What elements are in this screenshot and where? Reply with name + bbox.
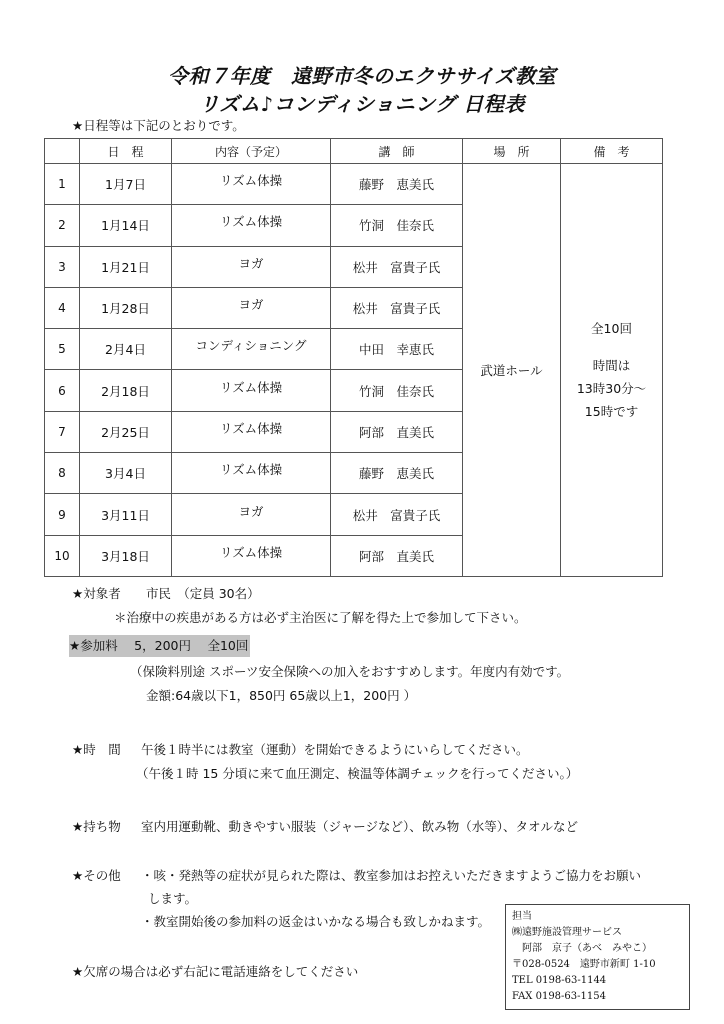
row-date: 3月4日 [80, 453, 172, 494]
header-date: 日 程 [80, 139, 172, 164]
row-number: 7 [45, 411, 80, 452]
other-line-3: ・教室開始後の参加料の返金はいかなる場合も致しかねます。 [141, 914, 491, 929]
row-content [172, 329, 331, 370]
table-header-row [45, 139, 663, 164]
row-number: 9 [45, 494, 80, 535]
notes-line-4: 15時です [584, 403, 639, 419]
title-line-2: リズム♪コンディショニング 日程表 [199, 92, 525, 116]
contact-company: ㈱遠野施設管理サービス [512, 927, 622, 938]
row-number: 4 [45, 287, 80, 328]
target-value: 市民 （定員 30名） [146, 586, 260, 601]
row-number: 10 [45, 535, 80, 576]
contact-person: 阿部 京子（あべ みやこ） [522, 943, 652, 954]
target-note: ＊治療中の疾患がある方は必ず主治医に了解を得た上で参加して下さい。 [114, 610, 527, 625]
row-number: 2 [45, 205, 80, 246]
row-content-text: リズム体操 [219, 462, 283, 478]
belongings-value: 室内用運動靴、動きやすい服装（ジャージなど）、飲み物（水等）、タオルなど [141, 819, 579, 834]
contact-fax: FAX 0198-63-1154 [512, 991, 606, 1002]
row-content [172, 494, 331, 535]
row-content-text: リズム体操 [219, 544, 283, 560]
row-number: 8 [45, 453, 80, 494]
row-number: 5 [45, 329, 80, 370]
row-number: 6 [45, 370, 80, 411]
notes-line-1: 全10回 [591, 320, 632, 336]
row-date: 3月11日 [80, 494, 172, 535]
row-date: 1月28日 [80, 287, 172, 328]
row-content-text: リズム体操 [219, 379, 283, 395]
row-date: 2月25日 [80, 411, 172, 452]
contact-address: 〒028-0524 遠野市新町 1-10 [512, 959, 656, 970]
row-content [172, 535, 331, 576]
row-content [172, 411, 331, 452]
notes-line-3: 13時30分～ [576, 380, 647, 396]
contact-heading: 担当 [512, 911, 532, 922]
row-instructor: 中田 幸恵氏 [331, 329, 463, 370]
header-place: 場 所 [463, 139, 561, 164]
other-line-1: ・咳・発熱等の症状が見られた際は、教室参加はお控えいただきますようご協力をお願い [141, 868, 642, 883]
row-instructor: 藤野 恵美氏 [331, 164, 463, 205]
header-number [45, 139, 80, 164]
title-line-1: 令和７年度 遠野市冬のエクササイズ教室 [168, 64, 556, 88]
row-instructor: 松井 富貴子氏 [331, 287, 463, 328]
row-number: 1 [45, 164, 80, 205]
target-label: ★対象者 [72, 586, 121, 601]
fee-insurance: （保険料別途 スポーツ安全保険への加入をおすすめします。年度内有効です。 [130, 664, 570, 679]
row-instructor: 阿部 直美氏 [331, 411, 463, 452]
contact-box [505, 904, 690, 1010]
row-instructor: 松井 富貴子氏 [331, 246, 463, 287]
belongings-label: ★持ち物 [72, 819, 121, 834]
absence-note: ★欠席の場合は必ず右記に電話連絡をしてください [72, 964, 359, 979]
time-label: ★時 間 [72, 742, 121, 757]
place-cell: 武道ホール [463, 164, 561, 577]
notes-cell [561, 164, 663, 577]
row-date: 2月18日 [80, 370, 172, 411]
time-line-2: （午後１時 15 分頃に来て血圧測定、検温等体調チェックを行ってください。） [136, 766, 579, 781]
row-content [172, 453, 331, 494]
row-content-text: ヨガ [238, 503, 264, 519]
row-content-text: リズム体操 [219, 214, 283, 230]
row-content [172, 246, 331, 287]
row-number: 3 [45, 246, 80, 287]
contact-tel: TEL 0198-63-1144 [512, 975, 607, 986]
row-content [172, 370, 331, 411]
row-instructor: 竹洞 佳奈氏 [331, 205, 463, 246]
row-content [172, 287, 331, 328]
fee-highlight: ★参加料 5，200円 全10回 [69, 635, 250, 657]
schedule-table [44, 138, 663, 577]
row-content [172, 164, 331, 205]
fee-amount: 金額:64歳以下1，850円 65歳以上1，200円 ） [146, 688, 417, 703]
row-date: 3月18日 [80, 535, 172, 576]
row-content-text: ヨガ [238, 297, 264, 313]
other-label: ★その他 [72, 868, 121, 883]
row-date: 1月7日 [80, 164, 172, 205]
row-instructor: 松井 富貴子氏 [331, 494, 463, 535]
header-content: 内容（予定） [172, 139, 331, 164]
row-date: 1月21日 [80, 246, 172, 287]
row-date: 1月14日 [80, 205, 172, 246]
row-content-text: ヨガ [238, 255, 264, 271]
row-content-text: リズム体操 [219, 173, 283, 189]
row-content [172, 205, 331, 246]
time-line-1: 午後１時半には教室（運動）を開始できるようにいらしてください。 [141, 742, 529, 757]
row-instructor: 竹洞 佳奈氏 [331, 370, 463, 411]
row-instructor: 藤野 恵美氏 [331, 453, 463, 494]
header-notes: 備 考 [561, 139, 663, 164]
row-instructor: 阿部 直美氏 [331, 535, 463, 576]
intro-text: ★日程等は下記のとおりです。 [72, 118, 245, 133]
table-row [45, 164, 663, 205]
row-content-text: リズム体操 [219, 420, 283, 436]
row-content-text: コンディショニング [195, 338, 307, 354]
other-line-2: します。 [148, 891, 198, 906]
notes-line-2: 時間は [592, 357, 631, 373]
row-date: 2月4日 [80, 329, 172, 370]
header-instructor: 講 師 [331, 139, 463, 164]
